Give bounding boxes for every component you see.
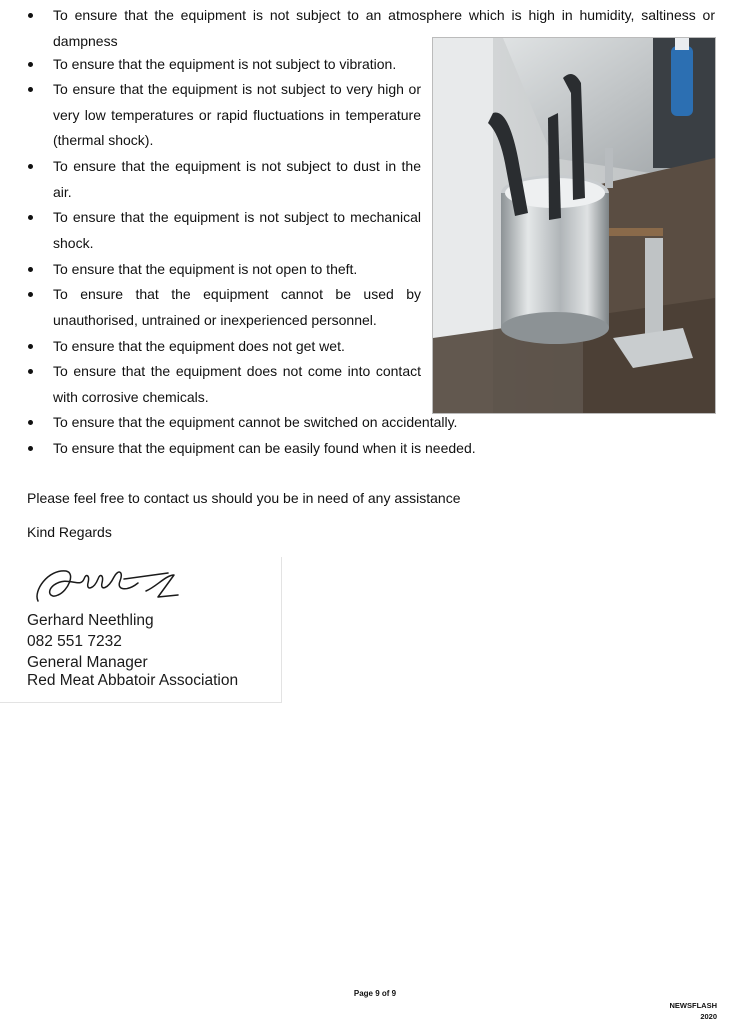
list-item-text: To ensure that the equipment is not subject to vibration. — [53, 56, 397, 72]
list-item-text: To ensure that the equipment is not subject to dust in the air. — [53, 158, 421, 200]
bullet-icon — [28, 87, 33, 92]
page-number: Page 9 of 9 — [353, 989, 397, 998]
publication-year: 2020 — [700, 1012, 717, 1021]
list-item-text: To ensure that the equipment is not subject to very high or very low temperatures or rapid fluctuations in temperature (thermal shock). — [53, 81, 421, 149]
bullet-icon — [28, 292, 33, 297]
bullet-icon — [28, 344, 33, 349]
bullet-icon — [28, 267, 33, 272]
newsflash-footer — [670, 1000, 718, 1022]
publication-name: NEWSFLASH — [669, 1001, 717, 1010]
bullet-icon — [28, 446, 33, 451]
signatory-phone: 082 551 7232 — [27, 633, 122, 650]
list-item-text: To ensure that the equipment can be easily found when it is needed. — [53, 440, 476, 456]
equipment-photo — [432, 37, 716, 414]
bullet-icon — [28, 62, 33, 67]
bullet-icon — [28, 369, 33, 374]
kind-regards: Kind Regards — [27, 524, 112, 540]
list-item-text: To ensure that the equipment cannot be used by unauthorised, untrained or inexperienced personnel. — [53, 286, 421, 328]
bullet-icon — [28, 164, 33, 169]
bullet-icon — [28, 215, 33, 220]
list-item-text: To ensure that the equipment is not subject to an atmosphere which is high in humidity, saltiness or dampness — [53, 7, 715, 49]
signature-block — [0, 557, 282, 703]
list-item-text: To ensure that the equipment does not get wet. — [53, 338, 345, 354]
list-item-text: To ensure that the equipment is not subject to mechanical shock. — [53, 209, 421, 251]
bullet-icon — [28, 13, 33, 18]
contact-line: Please feel free to contact us should you be in need of any assistance — [27, 490, 461, 506]
signatory-name: Gerhard Neethling — [27, 612, 154, 629]
steriliser-image — [433, 38, 715, 413]
list-item-text: To ensure that the equipment is not open to theft. — [53, 261, 358, 277]
list-item-text: To ensure that the equipment cannot be switched on accidentally. — [53, 414, 458, 430]
signatory-organisation: Red Meat Abbatoir Association — [27, 672, 239, 689]
signature-image — [28, 561, 193, 609]
bullet-icon — [28, 420, 33, 425]
list-item-text: To ensure that the equipment does not come into contact with corrosive chemicals. — [53, 363, 421, 405]
signatory-title: General Manager — [27, 654, 148, 671]
